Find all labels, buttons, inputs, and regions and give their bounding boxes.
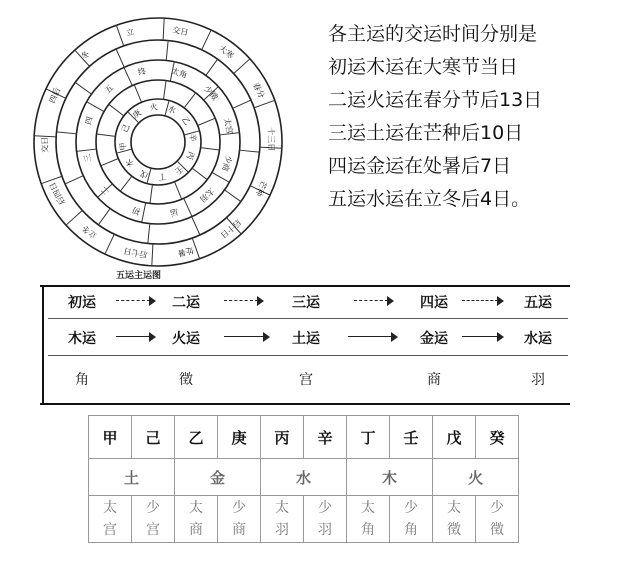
wheel-label: 甲 [118, 141, 129, 151]
stem-cell: 癸 [476, 416, 519, 459]
wheel-label: 少商 [220, 154, 234, 173]
wheel-label: 己 [120, 122, 132, 134]
tone-cell: 太 羽 [261, 496, 304, 543]
wheel-label: 太羽 [197, 186, 216, 204]
sequence-cell: 金运 [420, 331, 448, 347]
tone-cell: 太 商 [175, 496, 218, 543]
wheel-label: 处暑 [176, 245, 195, 258]
wheel-label: 后十日 [218, 217, 243, 240]
wheel-label: 立冬 [80, 223, 99, 241]
arrow-icon [354, 296, 394, 306]
wheel-label: 庚 [130, 108, 143, 121]
wheel-label: 立 [125, 27, 136, 38]
transition-summary [328, 24, 628, 222]
arrow-icon [116, 296, 156, 306]
summary-line: 四运金运在处暑后7日 [328, 155, 512, 177]
tone-label: 宫 [299, 372, 313, 388]
wheel-label: 十三日 [266, 127, 276, 152]
arrow-icon [224, 332, 270, 342]
wheel-label: 四 [83, 115, 95, 126]
wheel-label: 五 [103, 83, 116, 96]
sequence-cell: 二运 [172, 295, 200, 311]
wheel-label: 戊 [138, 168, 150, 180]
stem-cell: 辛 [304, 416, 347, 459]
sequence-cell: 四运 [420, 295, 448, 311]
arrow-icon [348, 332, 398, 342]
wheel-caption: 五运主运图 [116, 271, 162, 281]
tone-cell: 太 宫 [89, 496, 132, 543]
wheel-label: 火 [149, 102, 159, 113]
element-cell: 木 [347, 459, 433, 496]
tone-cell: 少 商 [218, 496, 261, 543]
element-cell: 金 [175, 459, 261, 496]
wheel-label: 初 [131, 205, 142, 217]
wheel-label: 三 [82, 153, 94, 163]
wheel-label: 终 [137, 66, 147, 78]
summary-line: 初运木运在大寒节当日 [328, 56, 519, 78]
arrow-icon [224, 296, 264, 306]
arrow-icon [462, 296, 504, 306]
wheel-label: 壬 [173, 163, 186, 176]
tone-cell: 少 羽 [304, 496, 347, 543]
tone-cell: 少 角 [390, 496, 433, 543]
wheel-label: 水 [166, 104, 178, 116]
element-cell: 土 [89, 459, 175, 496]
tone-label: 徵 [179, 372, 193, 388]
stem-cell: 甲 [89, 416, 132, 459]
wheel-label: 二 [99, 184, 112, 197]
wheel-label: 太角 [170, 66, 189, 80]
tone-label: 商 [427, 372, 441, 388]
sequence-cell: 木运 [68, 331, 96, 347]
tone-cell: 少 徵 [476, 496, 519, 543]
stem-cell: 壬 [390, 416, 433, 459]
stem-cell: 乙 [175, 416, 218, 459]
wheel-label: 乙 [179, 114, 192, 127]
sequence-cell: 五运 [524, 295, 552, 311]
wheel-label: 春分 [250, 81, 267, 100]
stem-cell: 丁 [347, 416, 390, 459]
five-movements-wheel [30, 14, 286, 270]
wheel-label: 木 [124, 157, 137, 170]
tone-cell: 太 徵 [433, 496, 476, 543]
sequence-cell: 土运 [292, 331, 320, 347]
sequence-cell: 三运 [292, 295, 320, 311]
stem-cell: 丙 [261, 416, 304, 459]
tone-cell: 太 角 [347, 496, 390, 543]
summary-line: 二运火运在春分节后13日 [328, 89, 543, 111]
tone-cell: 少 宫 [132, 496, 175, 543]
sequence-cell: 初运 [68, 295, 96, 311]
wheel-label: 后七日 [122, 245, 149, 260]
heavenly-stems-table [88, 415, 519, 543]
wheel-label: 冬 [79, 49, 92, 62]
arrow-icon [462, 332, 504, 342]
summary-line: 五运水运在立冬后4日。 [328, 188, 531, 210]
stem-cell: 己 [132, 416, 175, 459]
wheel-label: 丙 [184, 150, 196, 162]
wheel-label: 四后 [47, 86, 63, 105]
wheel-label: 大寒 [217, 43, 236, 61]
sequence-cell: 火运 [172, 331, 200, 347]
wheel-label: 芒种 [253, 179, 269, 198]
wheel-label: 后四日 [47, 180, 67, 207]
tone-label: 羽 [531, 372, 545, 388]
element-cell: 水 [261, 459, 347, 496]
sequence-cell: 水运 [524, 331, 552, 347]
wheel-label: 交日 [171, 25, 190, 38]
arrow-icon [116, 332, 156, 342]
summary-line: 三运土运在芒种后10日 [328, 122, 524, 144]
element-cell: 火 [433, 459, 519, 496]
summary-line: 各主运的交运时间分别是 [328, 23, 538, 45]
tone-label: 角 [75, 372, 89, 388]
stem-cell: 庚 [218, 416, 261, 459]
wheel-label: 运 [169, 206, 179, 218]
wheel-label: 交日 [40, 136, 50, 153]
wheel-label: 少徵 [202, 84, 220, 103]
stem-cell: 戊 [433, 416, 476, 459]
wheel-label: 丁 [157, 171, 167, 182]
wheel-label: 太宫 [222, 117, 235, 135]
wheel-label: 辛 [187, 133, 198, 143]
movement-sequence-table [42, 285, 568, 405]
